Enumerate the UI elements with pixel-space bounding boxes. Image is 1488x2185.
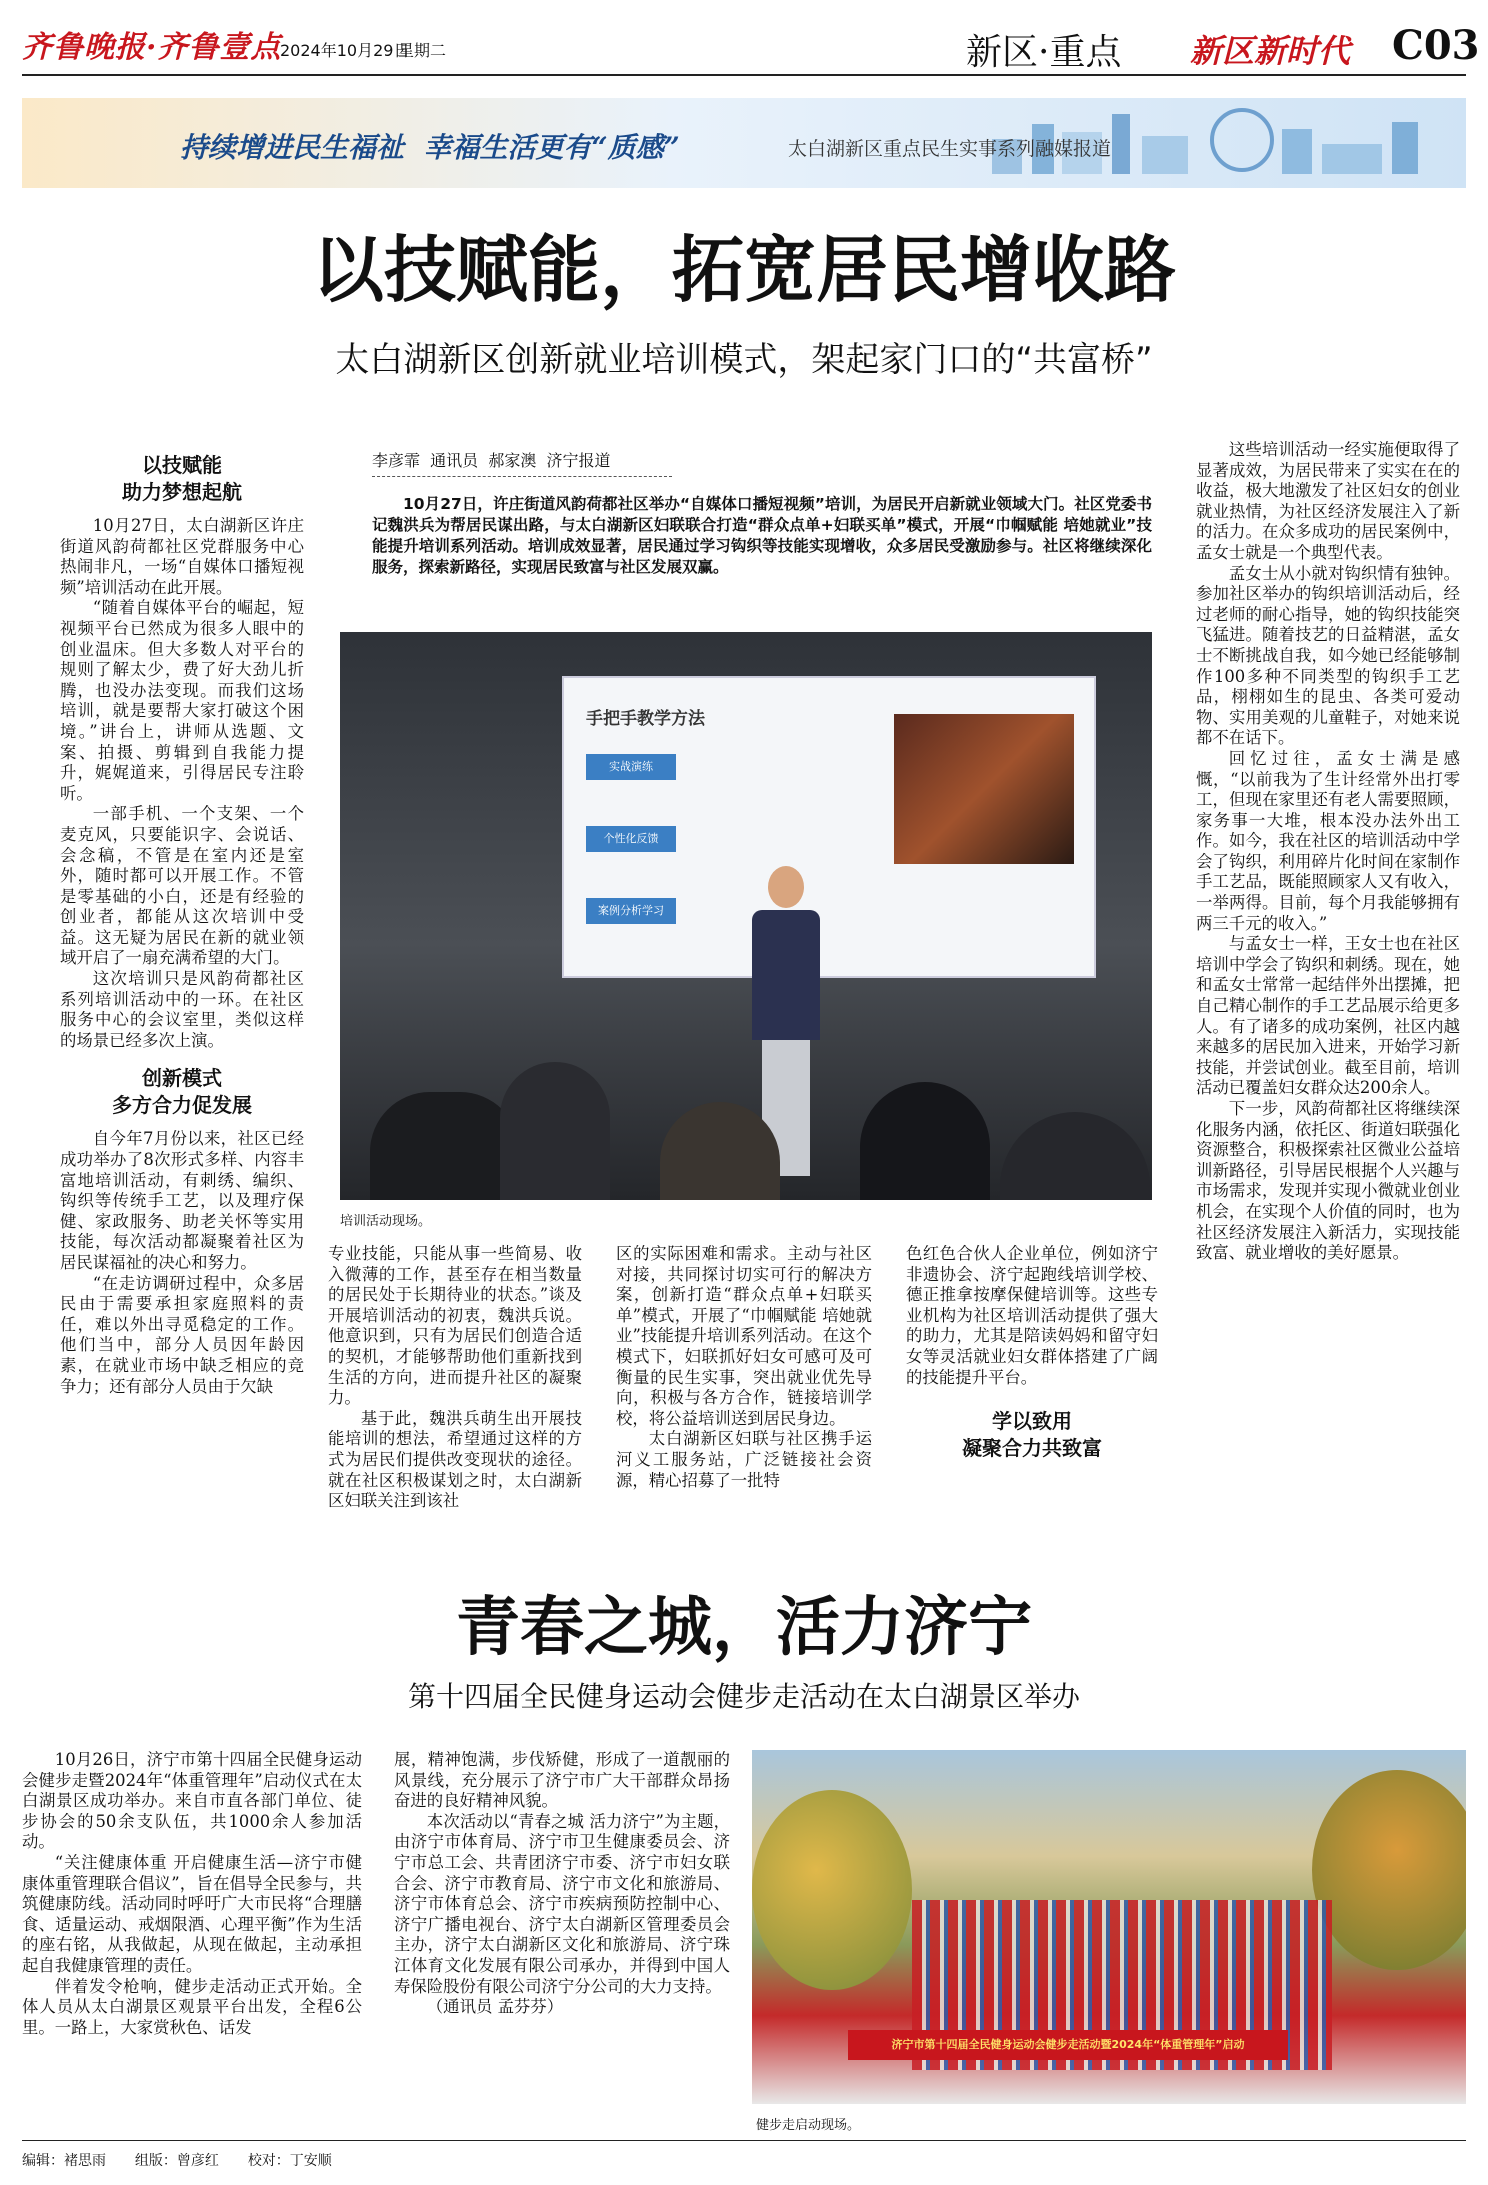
masthead xyxy=(0,0,1488,80)
slide-tag-3: 案例分析学习 xyxy=(586,898,676,924)
footer-rule xyxy=(22,2140,1466,2141)
weekday: 星期二 xyxy=(398,41,447,60)
footer-credits xyxy=(22,2150,332,2170)
byline-rule xyxy=(372,476,672,477)
article1-column-1 xyxy=(60,452,304,1397)
article2-column-2: 展，精神饱满，步伐矫健，形成了一道靓丽的风景线，充分展示了济宁市广大干部群众昂扬奋进的良好精神风貌。 本次活动以“青春之城 活力济宁”为主题，由济宁市体育局、济宁市卫生健康委员会、济宁市总工会、共青团济宁市委、济宁市妇女联合会、济宁市教育局、济宁市文化和旅游局、济宁市体育总会、济宁市疾病预防控制中心、济宁广播电视台、济宁太白湖新区管理委员会主办，济宁太白湖新区文化和旅游局、济宁珠江体育文化发展有限公司承办，并得到中国人寿保险股份有限公司济宁分公司的大力支持。 （通讯员 孟芬芬） xyxy=(394,1750,730,2017)
issue-date: 2024年10月29日 xyxy=(280,41,410,60)
column-1-text-a: 10月27日，太白湖新区许庄街道风韵荷都社区党群服务中心热闹非凡，一场“自媒体口播短视频”培训活动在此开展。 “随着自媒体平台的崛起，短视频平台已然成为很多人眼中的创业温床。但大多数人对平台的规则了解太少，费了好大劲儿折腾，也没办法变现。而我们这场培训，就是要帮大家打破这个困境。”讲台上，讲师从选题、文案、拍摄、剪辑到自我能力提升，娓娓道来，引得居民专注聆听。 一部手机、一个支架、一个麦克风，只要能识字、会说话、会念稿，不管是在室内还是室外，随时都可以开展工作。不管是零基础的小白，还是有经验的创业者，都能从这次培训中受益。这无疑为居民在新的就业领域开启了一扇充满希望的大门。 这次培训只是风韵荷都社区系列培训活动中的一环。在社区服务中心的会议室里，类似这样的场景已经多次上演。 xyxy=(60,516,304,1050)
feature-banner xyxy=(22,98,1466,188)
audience xyxy=(340,1032,1152,1200)
slide-image xyxy=(894,714,1074,864)
slide-tag-1: 实战演练 xyxy=(586,754,676,780)
reporter-credit: （通讯员 孟芬芬） xyxy=(426,1997,564,2017)
article1-lead: 10月27日，许庄街道风韵荷都社区举办“自媒体口播短视频”培训，为居民开启新就业领域大门。社区党委书记魏洪兵为帮居民谋出路，与太白湖新区妇联联合打造“群众点单+妇联买单”模式，开展“巾帼赋能 培她就业”技能提升培训系列活动。培训成效显著，居民通过学习钩织等技能实现增收，众多居民受激励参与。社区将继续深化服务，探索新路径，实现居民致富与社区发展双赢。 xyxy=(372,495,1152,576)
subhead-2: 创新模式 多方合力促发展 xyxy=(112,1066,252,1118)
article2-subheadline: 第十四届全民健身运动会健步走活动在太白湖景区举办 xyxy=(407,1680,1080,1713)
article1-column-3: 区的实际困难和需求。主动与社区对接，共同探讨切实可行的解决方案，创新打造“群众点单+妇联买单”模式，开展了“巾帼赋能 培她就业”技能提升培训系列活动。在这个模式下，妇联抓好妇女可感可及可衡量的民生实事，突出就业优先导向，积极与各方合作，链接培训学校，将公益培训送到居民身边。 太白湖新区妇联与社区携手运河义工服务站，广泛链接社会资源，精心招募了一批特 xyxy=(616,1244,872,1490)
article1-column-5: 这些培训活动一经实施便取得了显著成效，为居民带来了实实在在的收益，极大地激发了社区妇女的创业就业热情，为社区经济发展注入了新的活力。在众多成功的居民案例中，孟女士就是一个典型代表。 孟女士从小就对钩织情有独钟。参加社区举办的钩织培训活动后，经过老师的耐心指导，她的钩织技能突飞猛进。随着技艺的日益精湛，孟女士不断挑战自我，如今她已经能够制作100多种不同类型的钩织手工艺品，栩栩如生的昆虫、各类可爱动物、实用美观的儿童鞋子，对她来说都不在话下。 回忆过往，孟女士满是感慨，“以前我为了生计经常外出打零工，但现在家里还有老人需要照顾，家务事一大堆，根本没办法外出工作。如今，我在社区的培训活动中学会了钩织，利用碎片化时间在家制作手工艺品，既能照顾家人又有收入，一举两得。目前，每个月我能够拥有两三千元的收入。” 与孟女士一样，王女士也在社区培训中学会了钩织和刺绣。现在，她和孟女士常常一起结伴外出摆摊，把自己精心制作的手工艺品展示给更多人。有了诸多的成功案例，社区内越来越多的居民加入进来，开始学习新技能，并尝试创业。截至目前，培训活动已覆盖妇女群众达200余人。 下一步，风韵荷都社区将继续深化服务内涵，依托区、街道妇联强化资源整合，积极探索社区微业公益培训新路径，引导居民根据个人兴趣与市场需求，发现并实现小微就业创业机会，在实现个人价值的同时，也为社区经济发展注入新活力，实现技能致富、就业增收的美好愿景。 xyxy=(1196,440,1460,1263)
training-photo-caption: 培训活动现场。 xyxy=(340,1214,432,1229)
event-banner: 济宁市第十四届全民健身运动会健步走活动暨2024年“体重管理年”启动 xyxy=(848,2030,1288,2060)
article2-headline: 青春之城，活力济宁 xyxy=(456,1590,1032,1665)
slide-tag-2: 个性化反馈 xyxy=(586,826,676,852)
byline: 李彦霏 通讯员 郝家澳 济宁报道 xyxy=(372,451,611,470)
banner-series: 太白湖新区重点民生实事系列融媒报道 xyxy=(788,138,1112,160)
page-number: C03 xyxy=(1392,22,1480,69)
section-name: 新区·重点 xyxy=(966,32,1122,73)
supplement-logo: 新区新时代 xyxy=(1190,32,1351,70)
training-photo xyxy=(340,632,1152,1200)
article1-subheadline: 太白湖新区创新就业培训模式，架起家门口的“共富桥” xyxy=(335,340,1153,380)
newspaper-logo: 齐鲁晚报·齐鲁壹点 xyxy=(22,30,282,65)
article1-column-2: 专业技能，只能从事一些简易、收入微薄的工作，甚至存在相当数量的居民处于长期待业的状态。”谈及开展培训活动的初衷，魏洪兵说。他意识到，只有为居民们创造合适的契机，才能够帮助他们重新找到生活的方向，进而提升社区的凝聚力。 基于此，魏洪兵萌生出开展技能培训的想法，希望通过这样的方式为居民们提供改变现状的途径。就在社区积极谋划之时，太白湖新区妇联关注到该社 xyxy=(328,1244,582,1511)
projection-screen xyxy=(562,676,1096,978)
article2-column-1: 10月26日，济宁市第十四届全民健身运动会健步走暨2024年“体重管理年”启动仪式在太白湖景区成功举办。来自市直各部门单位、徒步协会的50余支队伍，共1000余人参加活动。 “关注健康体重 开启健康生活—济宁市健康体重管理联合倡议”，旨在倡导全民参与，共筑健康防线。活动同时呼吁广大市民将“合理膳食、适量运动、戒烟限酒、心理平衡”作为生活的座右铭，从我做起，从现在做起，主动承担起自我健康管理的责任。 伴着发令枪响，健步走活动正式开始。全体人员从太白湖景区观景平台出发，全程6公里。一路上，大家赏秋色、话发 xyxy=(22,1750,362,2037)
layout-credit: 组版：曾彦红 xyxy=(134,2153,219,2169)
walk-photo-caption: 健步走启动现场。 xyxy=(756,2118,861,2133)
walk-photo xyxy=(752,1750,1466,2104)
proof-credit: 校对：丁安顺 xyxy=(247,2153,332,2169)
banner-slogan: 持续增进民生福祉 幸福生活更有“质感” xyxy=(180,131,680,164)
masthead-rule xyxy=(22,74,1466,76)
subhead-3: 学以致用 凝聚合力共致富 xyxy=(962,1409,1102,1461)
column-1-text-b: 自今年7月份以来，社区已经成功举办了8次形式多样、内容丰富地培训活动，有刺绣、编织、钩织等传统手工艺，以及理疗保健、家政服务、助老关怀等实用技能，每次活动都凝聚着社区为居民谋福祉的决心和努力。 “在走访调研过程中，众多居民由于需要承担家庭照料的责任，难以外出寻觅稳定的工作。他们当中，部分人员因年龄因素，在就业市场中缺乏相应的竞争力；还有部分人员由于欠缺 xyxy=(60,1129,304,1396)
article1-column-4: 色红色合伙人企业单位，例如济宁非遗协会、济宁起跑线培训学校、德正推拿按摩保健培训等。这些专业机构为社区培训活动提供了强大的助力，尤其是陪读妈妈和留守妇女等灵活就业妇女群体搭建了广阔的技能提升平台。 学以致用 凝聚合力共致富 xyxy=(906,1244,1158,1461)
subhead-1: 以技赋能 助力梦想起航 xyxy=(122,453,242,504)
article1-headline: 以技赋能，拓宽居民增收路 xyxy=(311,227,1176,312)
editor-credit: 编辑：褚思雨 xyxy=(22,2153,106,2169)
slide-title: 手把手教学方法 xyxy=(586,709,705,729)
